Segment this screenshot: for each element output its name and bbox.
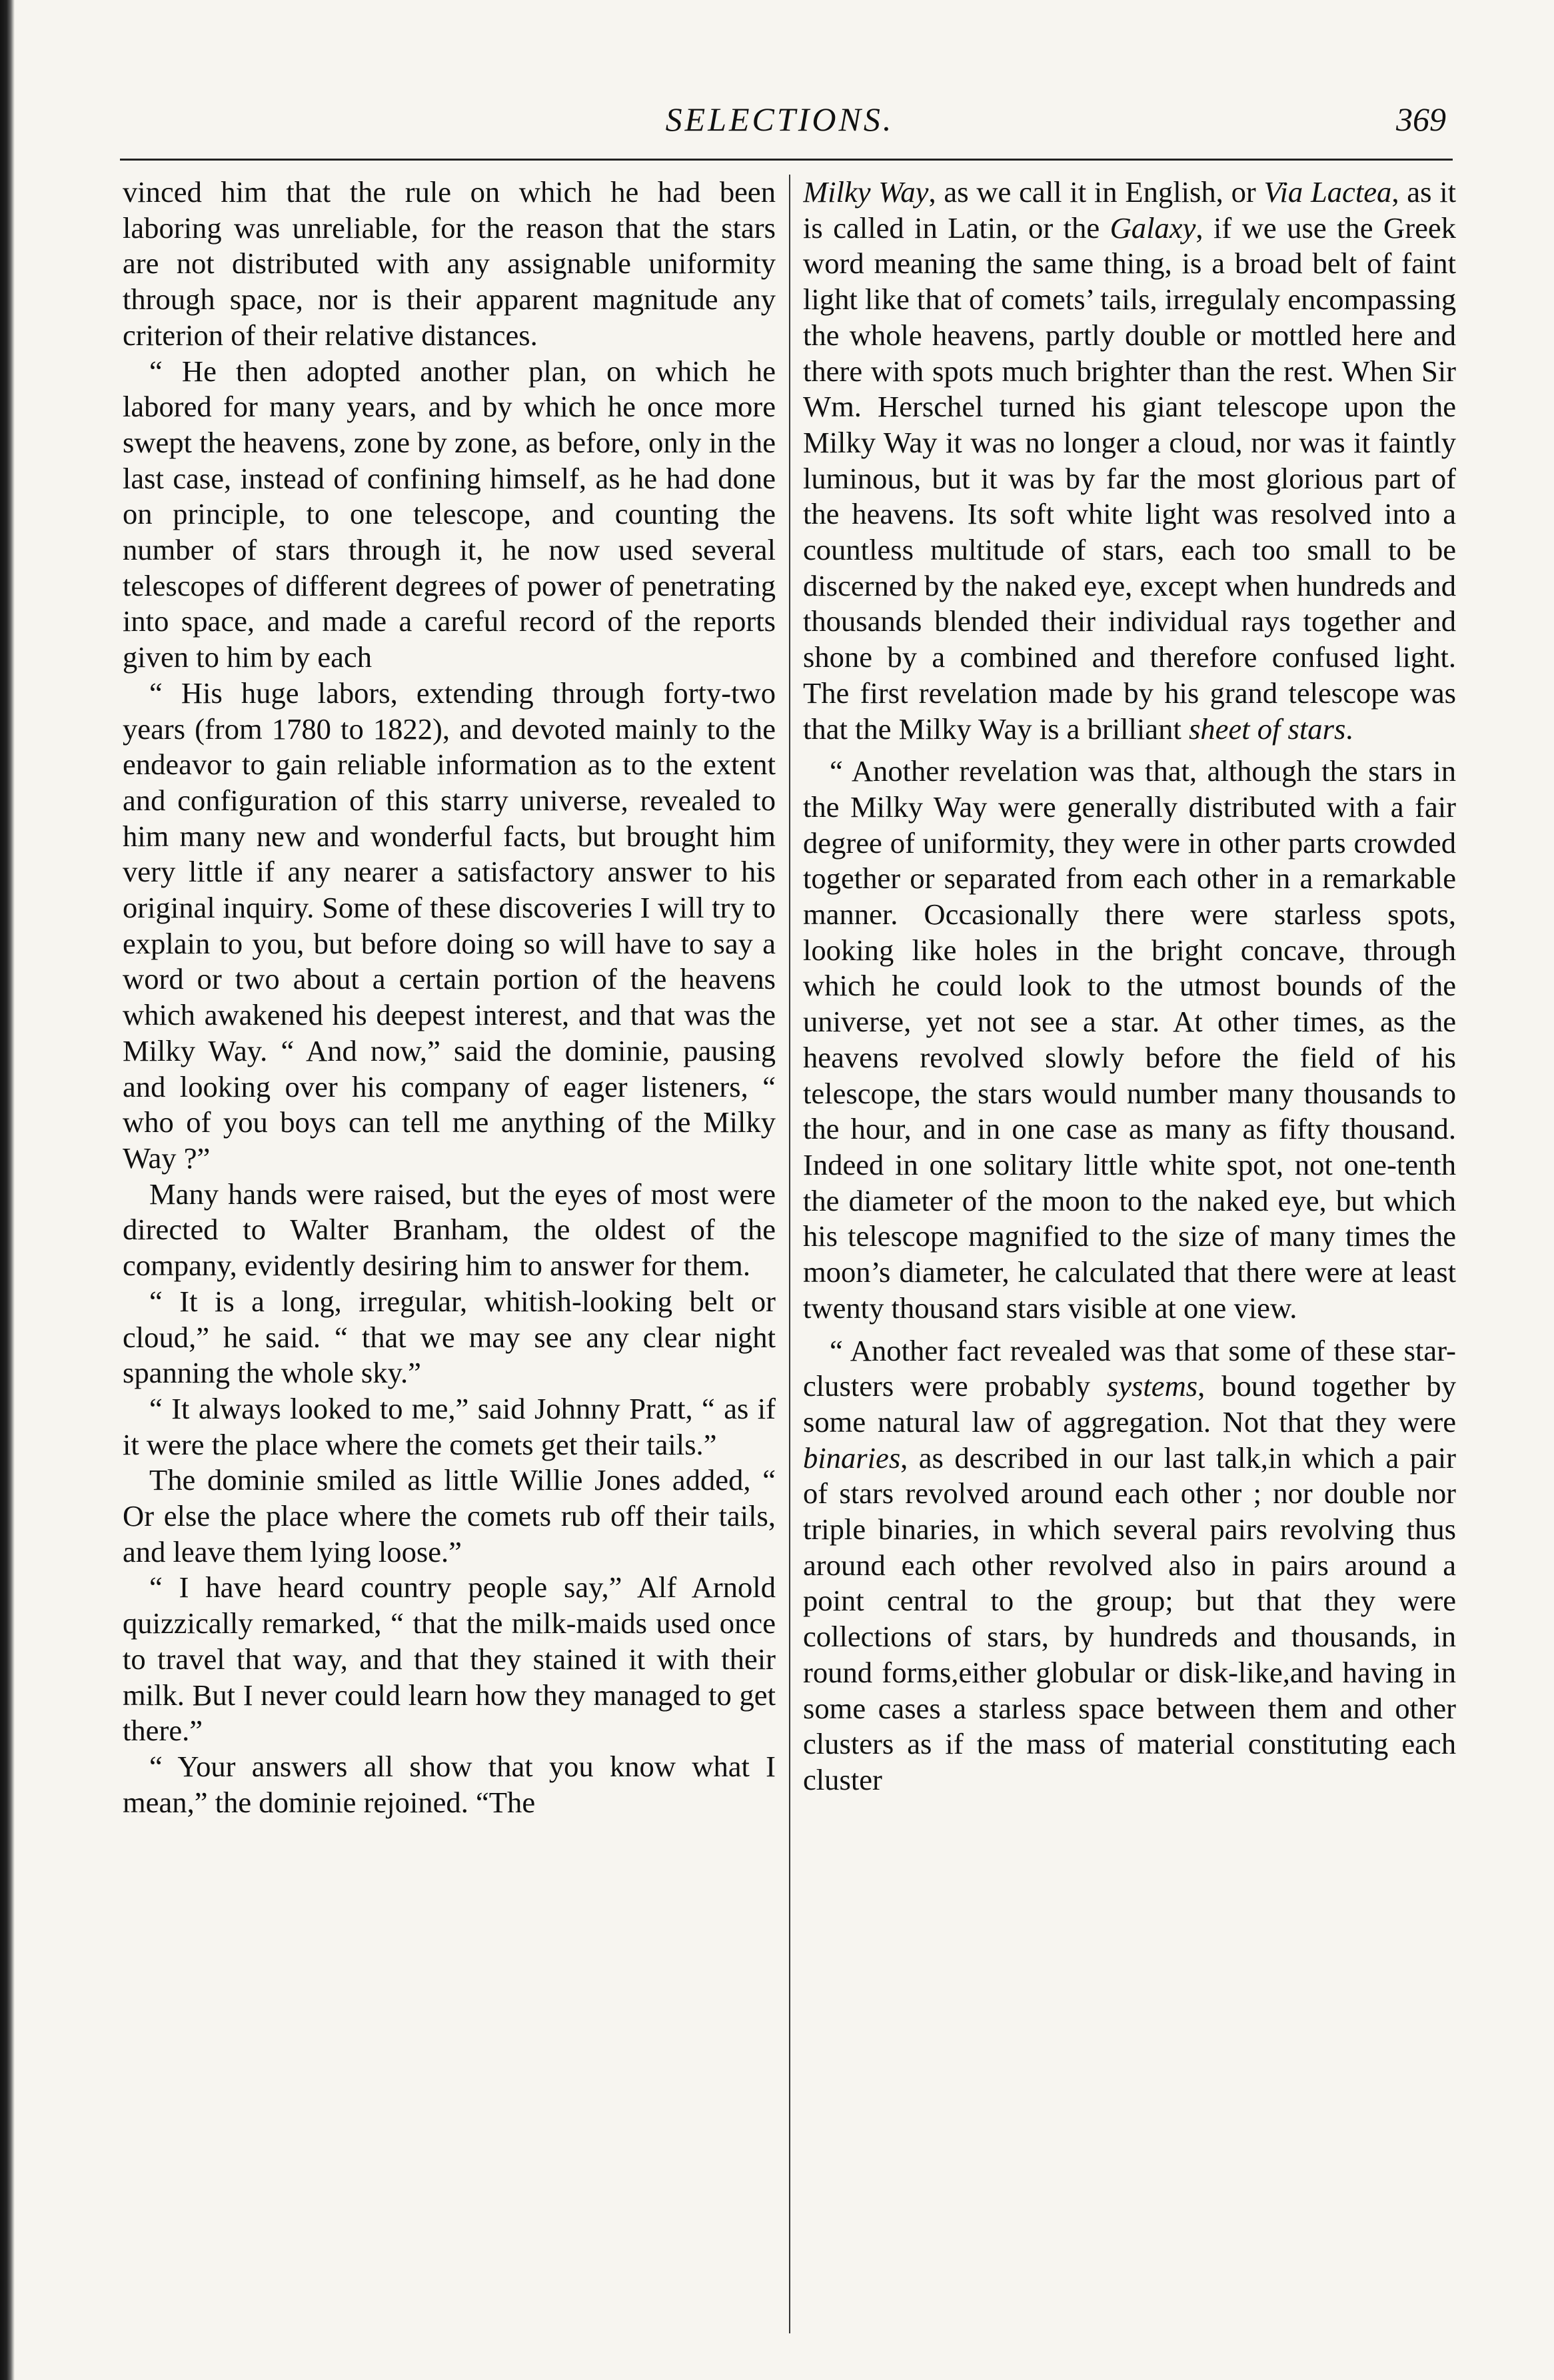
text-run: , as we call it in English, or: [928, 175, 1264, 209]
left-column: [123, 175, 776, 2367]
italic-text: systems: [1106, 1369, 1198, 1403]
paragraph: [803, 175, 1456, 747]
paragraph: [803, 1333, 1456, 1798]
paragraph: vinced him that the rule on which he had been laboring was unreliable, for the reason that the stars are not distributed with any assignable uniformity through space, nor is their apparent magnitude any criterion of their relative distances.: [123, 175, 776, 352]
text-run: “ Another revelation was that, although the stars in the Milky Way were generally distributed with a fair degree of uniformity, they were in other parts crowded together or separated from each other in a remarkable manner. Occasionally there were starless spots, looking like holes in the bright concave, through which he could look to the utmost bounds of the universe, yet not see a star. At other times, as the heavens revolved slowly before the field of his telescope, the stars would number many thousands to the hour, and in one case as many as fifty thousand. Indeed in one solitary little white spot, not one-tenth the diameter of the moon to the naked eye, but which his telescope magnified to the size of many times the moon’s diameter, he calculated that there were at least twenty thousand stars visible at one view.: [803, 754, 1456, 1325]
paragraph: “ It is a long, irregular, whitish-looking belt or cloud,” he said. “ that we may see any clear night spanning the whole sky.”: [123, 1284, 776, 1390]
italic-text: sheet of stars: [1188, 712, 1346, 746]
paragraph: “ His huge labors, extending through forty-two years (from 1780 to 1822), and devoted mainly to the endeavor to gain reliable information as to the extent and configuration of this starry universe, revealed to him many new and wonderful facts, but brought him very little if any nearer a satisfactory answer to his original inquiry. Some of these discoveries I will try to explain to you, but before doing so will have to say a word or two about a certain portion of the heavens which awakened his deepest interest, and that was the Milky Way. “ And now,” said the dominie, pausing and looking over his company of eager listeners, “ who of you boys can tell me anything of the Milky Way ?”: [123, 676, 776, 1175]
italic-text: binaries: [803, 1441, 901, 1475]
text-run: .: [1345, 712, 1353, 746]
text-run: , as it is called in Latin, or the: [803, 175, 1456, 245]
paragraph: “ It always looked to me,” said Johnny Pratt, “ as if it were the place where the comets get their tails.”: [123, 1391, 776, 1461]
column-divider: [789, 175, 790, 2333]
italic-text: Milky Way: [803, 175, 929, 209]
header-rule: [120, 159, 1453, 161]
text-run: , if we use the Greek word meaning the same thing, is a broad belt of faint light like that of comets’ tails, irregulaly encompassing the whole heavens, partly double or mottled here and there with spots much brighter than the rest. When Sir Wm. Herschel turned his giant telescope upon the Milky Way it was no longer a cloud, nor was it faintly luminous, but it was by far the most glorious part of the heavens. Its soft white light was resolved into a countless multitude of stars, each too small to be discerned by the naked eye, except when hundreds and thousands blended their individual rays together and shone by a combined and therefore confused light. The first revelation made by his grand telescope was that the Milky Way is a brilliant: [803, 211, 1456, 746]
paragraph: “ I have heard country people say,” Alf Arnold quizzically remarked, “ that the milk-maids used once to travel that way, and that they stained it with their milk. But I never could learn how they managed to get there.”: [123, 1570, 776, 1748]
page-number: 369: [1396, 101, 1446, 138]
italic-text: Galaxy: [1110, 211, 1196, 245]
book-spine-edge: [0, 0, 15, 2380]
italic-text: Via Lactea: [1263, 175, 1392, 209]
text-run: , bound together by some natural law of aggregation. Not that they were: [803, 1369, 1456, 1439]
paragraph: The dominie smiled as little Willie Jones added, “ Or else the place where the comets rub off their tails, and leave them lying loose.”: [123, 1463, 776, 1568]
right-column: [803, 175, 1456, 2367]
text-run: “ Another fact revealed was that some of these star-clusters were probably: [803, 1333, 1456, 1403]
paragraph: “ Your answers all show that you know what I mean,” the dominie rejoined. “The: [123, 1749, 776, 1819]
text-run: , as described in our last talk,in which a pair of stars revolved around each other ; nor double nor triple binaries, in which several pairs revolving thus around each other revolved also in pairs around a point central to the group; but that they were collections of stars, by hundreds and thousands, in round forms,either globular or disk-like,and having in some cases a starless space between them and other clusters as if the mass of material constituting each cluster: [803, 1441, 1456, 1796]
paragraph: Many hands were raised, but the eyes of most were directed to Walter Branham, the oldest of the company, evidently desiring him to answer for them.: [123, 1177, 776, 1283]
paragraph: “ He then adopted another plan, on which he labored for many years, and by which he once more swept the heavens, zone by zone, as before, only in the last case, instead of confining himself, as he had done on principle, to one telescope, and counting the number of stars through it, he now used several telescopes of different degrees of power of penetrating into space, and made a careful record of the reports given to him by each: [123, 354, 776, 674]
paragraph: [803, 754, 1456, 1326]
running-head: SELECTIONS.: [665, 101, 894, 138]
